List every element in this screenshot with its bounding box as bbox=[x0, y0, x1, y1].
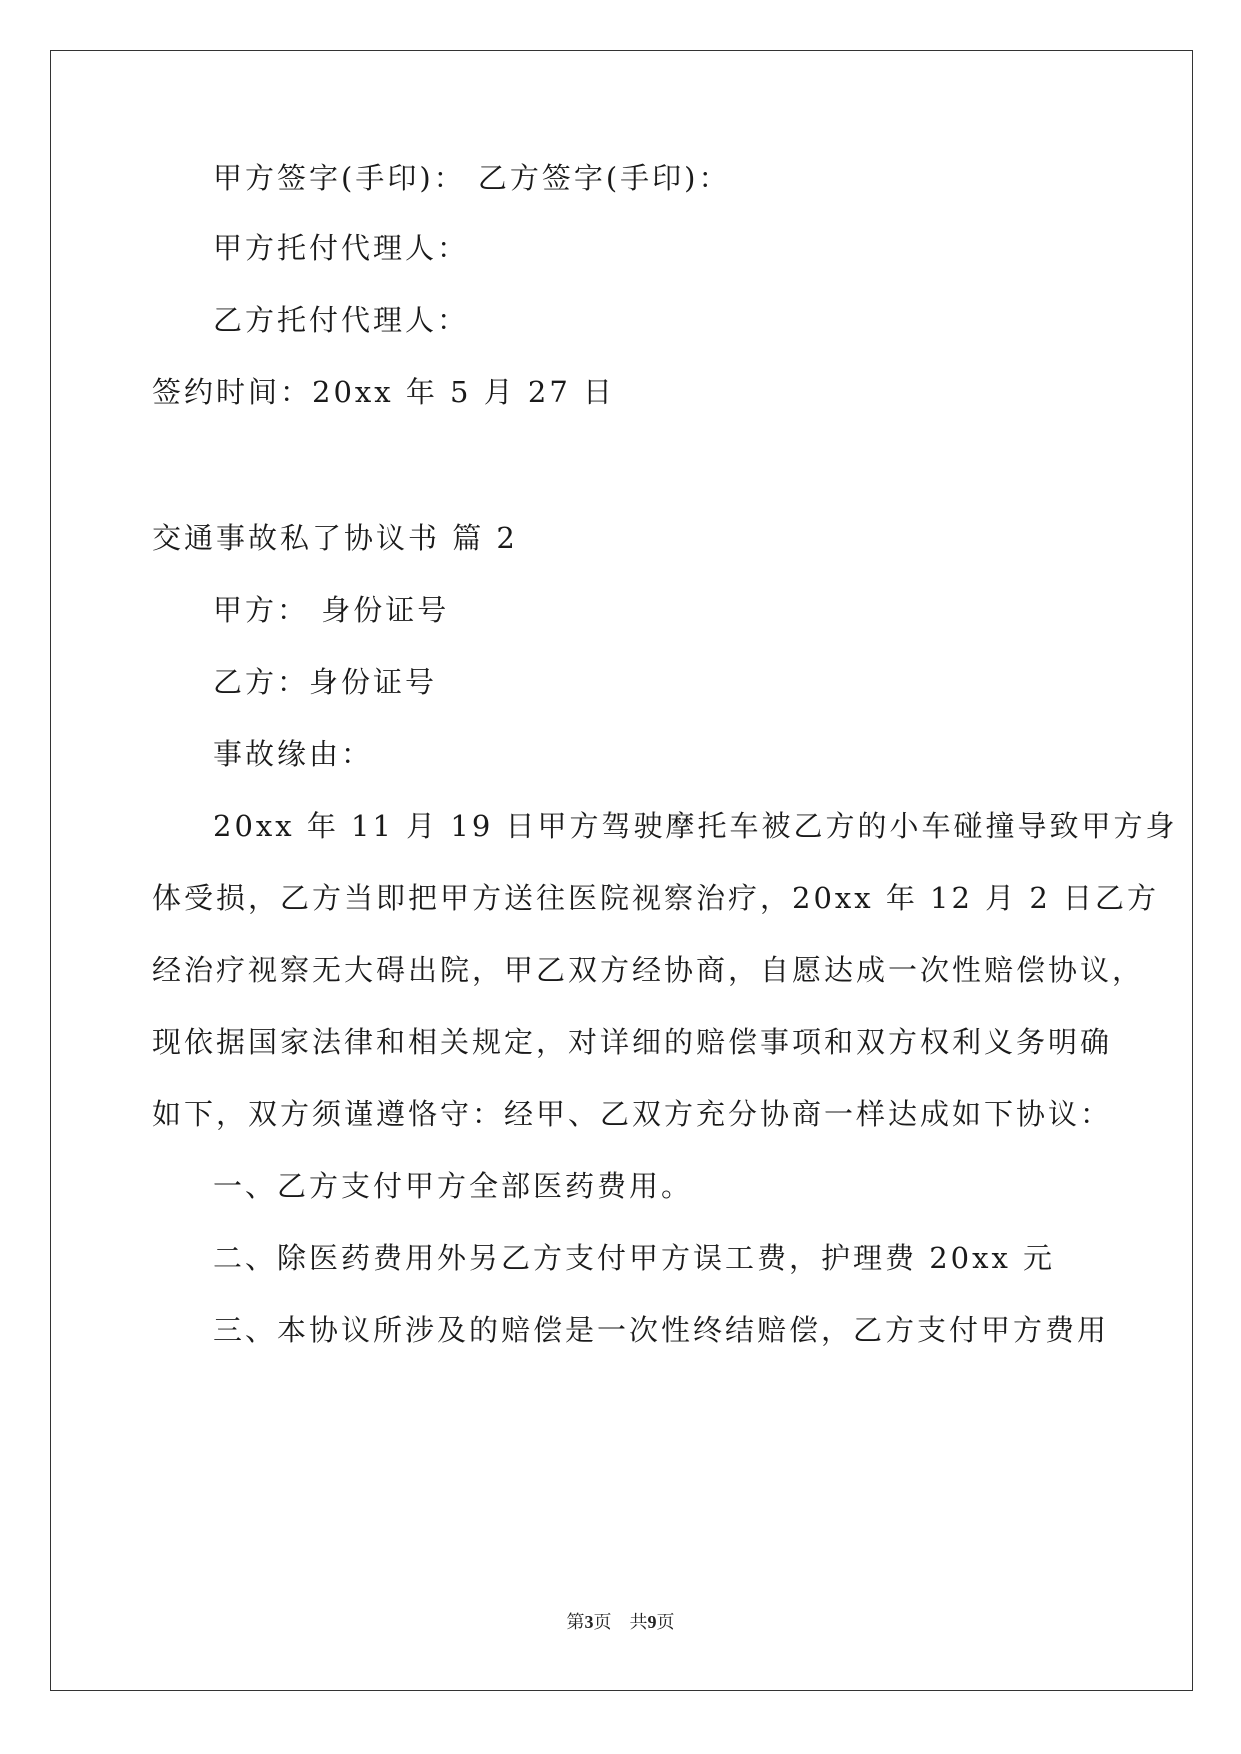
paragraph-line: 20xx 年 11 月 19 日甲方驾驶摩托车被乙方的小车碰撞导致甲方身 bbox=[213, 809, 1178, 843]
page-current: 3 bbox=[584, 1612, 594, 1632]
page-suffix: 页 bbox=[656, 1612, 675, 1632]
accident-cause-heading: 事故缘由： bbox=[213, 737, 374, 771]
paragraph-line: 体受损，乙方当即把甲方送往医院视察治疗，20xx 年 12 月 2 日乙方 bbox=[152, 881, 1160, 915]
paragraph-line: 经治疗视察无大碍出院，甲乙双方经协商，自愿达成一次性赔偿协议， bbox=[152, 953, 1145, 987]
page-number-footer bbox=[0, 1610, 1241, 1634]
clause-2: 二、除医药费用外另乙方支付甲方误工费，护理费 20xx 元 bbox=[213, 1241, 1056, 1275]
party-b-id-line: 乙方：身份证号 bbox=[213, 665, 438, 699]
party-a-id-line: 甲方： 身份证号 bbox=[213, 593, 450, 627]
section-title: 交通事故私了协议书 篇 2 bbox=[152, 521, 518, 555]
page-mid: 页 共 bbox=[593, 1612, 648, 1632]
party-b-agent-line: 乙方托付代理人： bbox=[213, 303, 470, 337]
page-prefix: 第 bbox=[566, 1612, 585, 1632]
page-frame bbox=[50, 50, 1193, 1691]
signing-date-line: 签约时间：20xx 年 5 月 27 日 bbox=[152, 375, 616, 409]
clause-1: 一、乙方支付甲方全部医药费用。 bbox=[213, 1169, 694, 1203]
signature-line: 甲方签字(手印)： 乙方签字(手印)： bbox=[213, 161, 731, 195]
clause-3: 三、本协议所涉及的赔偿是一次性终结赔偿，乙方支付甲方费用 bbox=[213, 1313, 1110, 1347]
page-total: 9 bbox=[647, 1612, 657, 1632]
party-a-agent-line: 甲方托付代理人： bbox=[213, 231, 470, 265]
paragraph-line: 现依据国家法律和相关规定，对详细的赔偿事项和双方权利义务明确 bbox=[152, 1025, 1113, 1059]
paragraph-line: 如下，双方须谨遵恪守：经甲、乙双方充分协商一样达成如下协议： bbox=[152, 1097, 1113, 1131]
